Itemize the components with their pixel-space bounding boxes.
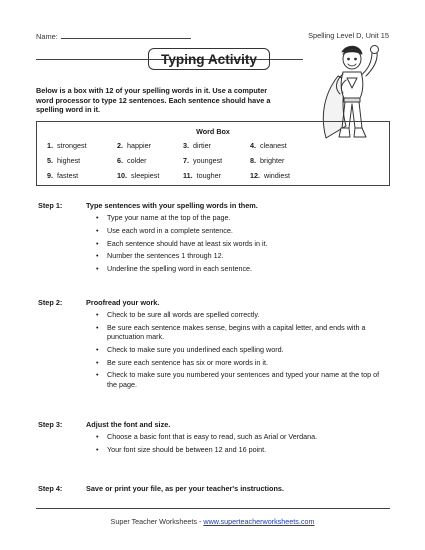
- list-item: • Type your name at the top of the page.: [96, 213, 390, 222]
- spelling-level: Spelling Level D, Unit 15: [308, 31, 389, 40]
- intro-instructions: Below is a box with 12 of your spelling words in it. Use a computer word processor to type 12 sentences. Each sentence should have a spelling word in it.: [36, 86, 271, 115]
- step-1-list: [96, 213, 390, 277]
- list-item: • Check to make sure you numbered your sentences and typed your name at the top of the page.: [96, 370, 390, 388]
- name-field: [36, 31, 191, 41]
- word-item: 11. tougher: [183, 171, 221, 180]
- word-box: [36, 121, 390, 186]
- word-item: 6. colder: [117, 156, 147, 165]
- footer-link[interactable]: www.superteacherworksheets.com: [203, 517, 315, 526]
- word-item: 2. happier: [117, 141, 151, 150]
- list-item: • Be sure each sentence has six or more words in it.: [96, 358, 390, 367]
- word-item: 9. fastest: [47, 171, 79, 180]
- step-2-title: Proofread your work.: [86, 298, 160, 307]
- footer: [0, 517, 425, 526]
- step-1-title: Type sentences with your spelling words in them.: [86, 201, 258, 210]
- list-item: • Choose a basic font that is easy to read, such as Arial or Verdana.: [96, 432, 390, 441]
- list-item: • Underline the spelling word in each sentence.: [96, 264, 390, 273]
- step-3-list: [96, 432, 390, 458]
- step-3-title: Adjust the font and size.: [86, 420, 171, 429]
- list-item: • Check to make sure you underlined each spelling word.: [96, 345, 390, 354]
- word-item: 5. highest: [47, 156, 81, 165]
- footer-text: Super Teacher Worksheets -: [110, 517, 204, 526]
- page-title-text: Typing Activity: [161, 51, 257, 67]
- list-item: • Number the sentences 1 through 12.: [96, 251, 390, 260]
- word-item: 1. strongest: [47, 141, 87, 150]
- step-4-label: Step 4:: [38, 484, 63, 493]
- word-item: 8. brighter: [250, 156, 285, 165]
- step-2-list: [96, 310, 390, 392]
- word-item: 10. sleepiest: [117, 171, 160, 180]
- word-item: 7. youngest: [183, 156, 223, 165]
- list-item: • Your font size should be between 12 and 16 point.: [96, 445, 390, 454]
- name-blank-line[interactable]: [61, 31, 191, 39]
- page-title: [148, 48, 270, 70]
- step-3-label: Step 3:: [38, 420, 63, 429]
- list-item: • Each sentence should have at least six words in it.: [96, 239, 390, 248]
- list-item: • Use each word in a complete sentence.: [96, 226, 390, 235]
- step-2-label: Step 2:: [38, 298, 63, 307]
- footer-rule: [36, 508, 390, 509]
- step-1-label: Step 1:: [38, 201, 63, 210]
- word-box-title: Word Box: [196, 127, 230, 136]
- word-item: 3. dirtier: [183, 141, 211, 150]
- list-item: • Be sure each sentence makes sense, begins with a capital letter, and ends with a punctuation mark.: [96, 323, 390, 341]
- list-item: • Check to be sure all words are spelled correctly.: [96, 310, 390, 319]
- name-label: Name:: [36, 32, 58, 41]
- word-item: 12. windiest: [250, 171, 290, 180]
- step-4-title: Save or print your file, as per your teacher's instructions.: [86, 484, 284, 493]
- word-item: 4. cleanest: [250, 141, 287, 150]
